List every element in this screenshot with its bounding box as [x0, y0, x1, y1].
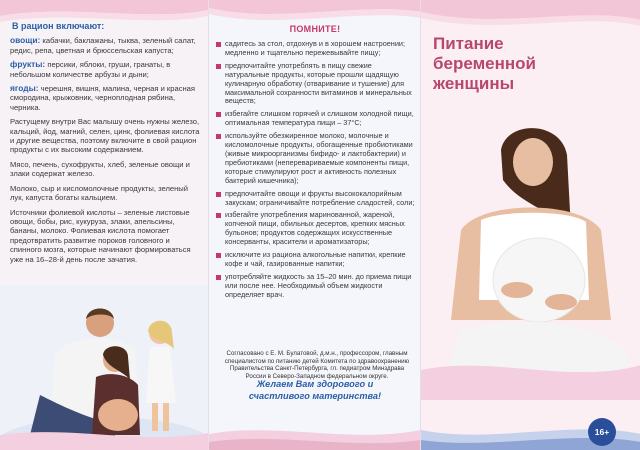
list-item-text: предпочитайте овощи и фрукты высококалорийным закускам; ограничивайте потребление сладостей, соли;: [225, 188, 415, 207]
wish-line: счастливого материнства!: [248, 390, 382, 401]
diet-title: В рацион включают:: [12, 21, 105, 31]
bullet-square-icon: [216, 42, 221, 47]
bullet-square-icon: [216, 112, 221, 117]
diet-paragraph: Растущему внутри Вас малышу очень нужны железо, кальций, йод, магний, селен, цинк, фолиевая кислота и другие вещества, поэтому включите в свой рацион продукты с их высоким содержанием.: [10, 117, 200, 155]
list-item: [215, 251, 417, 269]
list-item-text: используйте обезжиренное молоко, молочные и кисломолочные продукты, обогащенные пробиотиками (живые микроорганизмы бифидо- и лактобактерии) и пребиотиками (неперевариваемые компоненты пищи, которые стимулируют рост и активность полезных бактерий кишечника);: [225, 131, 413, 185]
diet-paragraph: Мясо, печень, сухофрукты, хлеб, зеленые овощи и злаки содержат железо.: [10, 159, 190, 179]
wish-text: [209, 379, 421, 402]
diet-paragraph: Источники фолиевой кислоты – зеленые листовые овощи, бобы, рис, кукуруза, злаки, апельсины, бананы, молоко. Фолиевая кислота помогает предотвратить развитие пороков головного и спинного мозга, которые начинают формироваться уже на 16–28-й день после зачатия.: [10, 207, 191, 264]
diet-item-berries: [10, 84, 202, 112]
remember-heading: ПОМНИТЕ!: [289, 24, 341, 34]
panel-diet: [0, 0, 208, 450]
age-rating-badge: 16+: [588, 418, 616, 446]
list-item-text: избегайте употребления маринованной, жареной, копченой пищи, обильных десертов, крепких мясных бульонов; продуктов содержащих искусственные консерванты, красители и ароматизаторы;: [225, 210, 405, 247]
list-item: [215, 211, 417, 247]
remember-list: [215, 40, 417, 304]
list-item: [215, 40, 417, 58]
diet-item-text: кабачки, баклажаны, тыква, зеленый салат, редис, репа, цветная и брюссельская капуста;: [10, 36, 196, 55]
bullet-square-icon: [216, 253, 221, 258]
brochure-title: [433, 34, 603, 94]
title-line: беременной: [433, 54, 536, 73]
list-item: [215, 110, 417, 128]
list-item: [215, 190, 417, 208]
diet-keyword: овощи:: [10, 35, 41, 46]
list-item-text: исключите из рациона алкогольные напитки, крепкие кофе и чай, газированные напитки;: [225, 250, 406, 268]
approval-credit: Согласовано с Е. М. Булатовой, д.м.н., профессором, главным специалистом по питанию детей Комитета по здравоохранению Правительства Санкт-Петербурга, гл. педиатром Минздрава России в Северо-Западном федеральном округе.: [224, 350, 410, 380]
list-item: [215, 62, 417, 107]
panel-cover: [420, 0, 640, 450]
list-item-text: избегайте слишком горячей и слишком холодной пищи, оптимальная температура пищи – 37°С;: [225, 109, 414, 128]
list-item-text: употребляйте жидкость за 15–20 мин. до приема пищи или после нее. Необходимый объем жидкости определяет врач.: [225, 271, 412, 299]
bullet-square-icon: [216, 275, 221, 280]
bottom-wave-decoration: [209, 400, 421, 450]
diet-keyword: ягоды:: [10, 83, 39, 94]
diet-text: [10, 22, 202, 269]
diet-keyword: фрукты:: [10, 59, 46, 70]
diet-item-fruits: [10, 60, 202, 79]
panel-remember: [208, 0, 421, 450]
family-photo: [0, 285, 208, 450]
diet-paragraph: Молоко, сыр и кисломолочные продукты, зеленый лук, капуста богаты кальцием.: [10, 183, 188, 203]
title-line: женщины: [433, 74, 515, 93]
top-wave-decoration: [209, 0, 421, 40]
diet-item-vegetables: [10, 36, 202, 55]
list-item: [215, 273, 417, 300]
list-item-text: предпочитайте употреблять в пищу свежие натуральные продукты, которые прошли щадящую кулинарную обработку (отваривание и тушение) для максимальной сохранности витаминов и минеральных веществ;: [225, 60, 412, 106]
bullet-square-icon: [216, 64, 221, 69]
wish-line: Желаем Вам здорового и: [256, 379, 374, 389]
pregnant-woman-photo: [421, 120, 640, 400]
diet-item-text: персики, яблоки, груши, гранаты, в небольшом количестве арбузы и дыни;: [10, 60, 171, 79]
diet-item-text: черешня, вишня, малина, черная и красная смородина, крыжовник, черноплодная рябина, черника.: [10, 84, 196, 112]
list-item-text: садитесь за стол, отдохнув и в хорошем настроении; медленно и тщательно пережевывайте пищу;: [225, 39, 406, 57]
title-line: Питание: [433, 34, 504, 53]
bullet-square-icon: [216, 213, 221, 218]
bullet-square-icon: [216, 192, 221, 197]
list-item: [215, 132, 417, 185]
bullet-square-icon: [216, 134, 221, 139]
